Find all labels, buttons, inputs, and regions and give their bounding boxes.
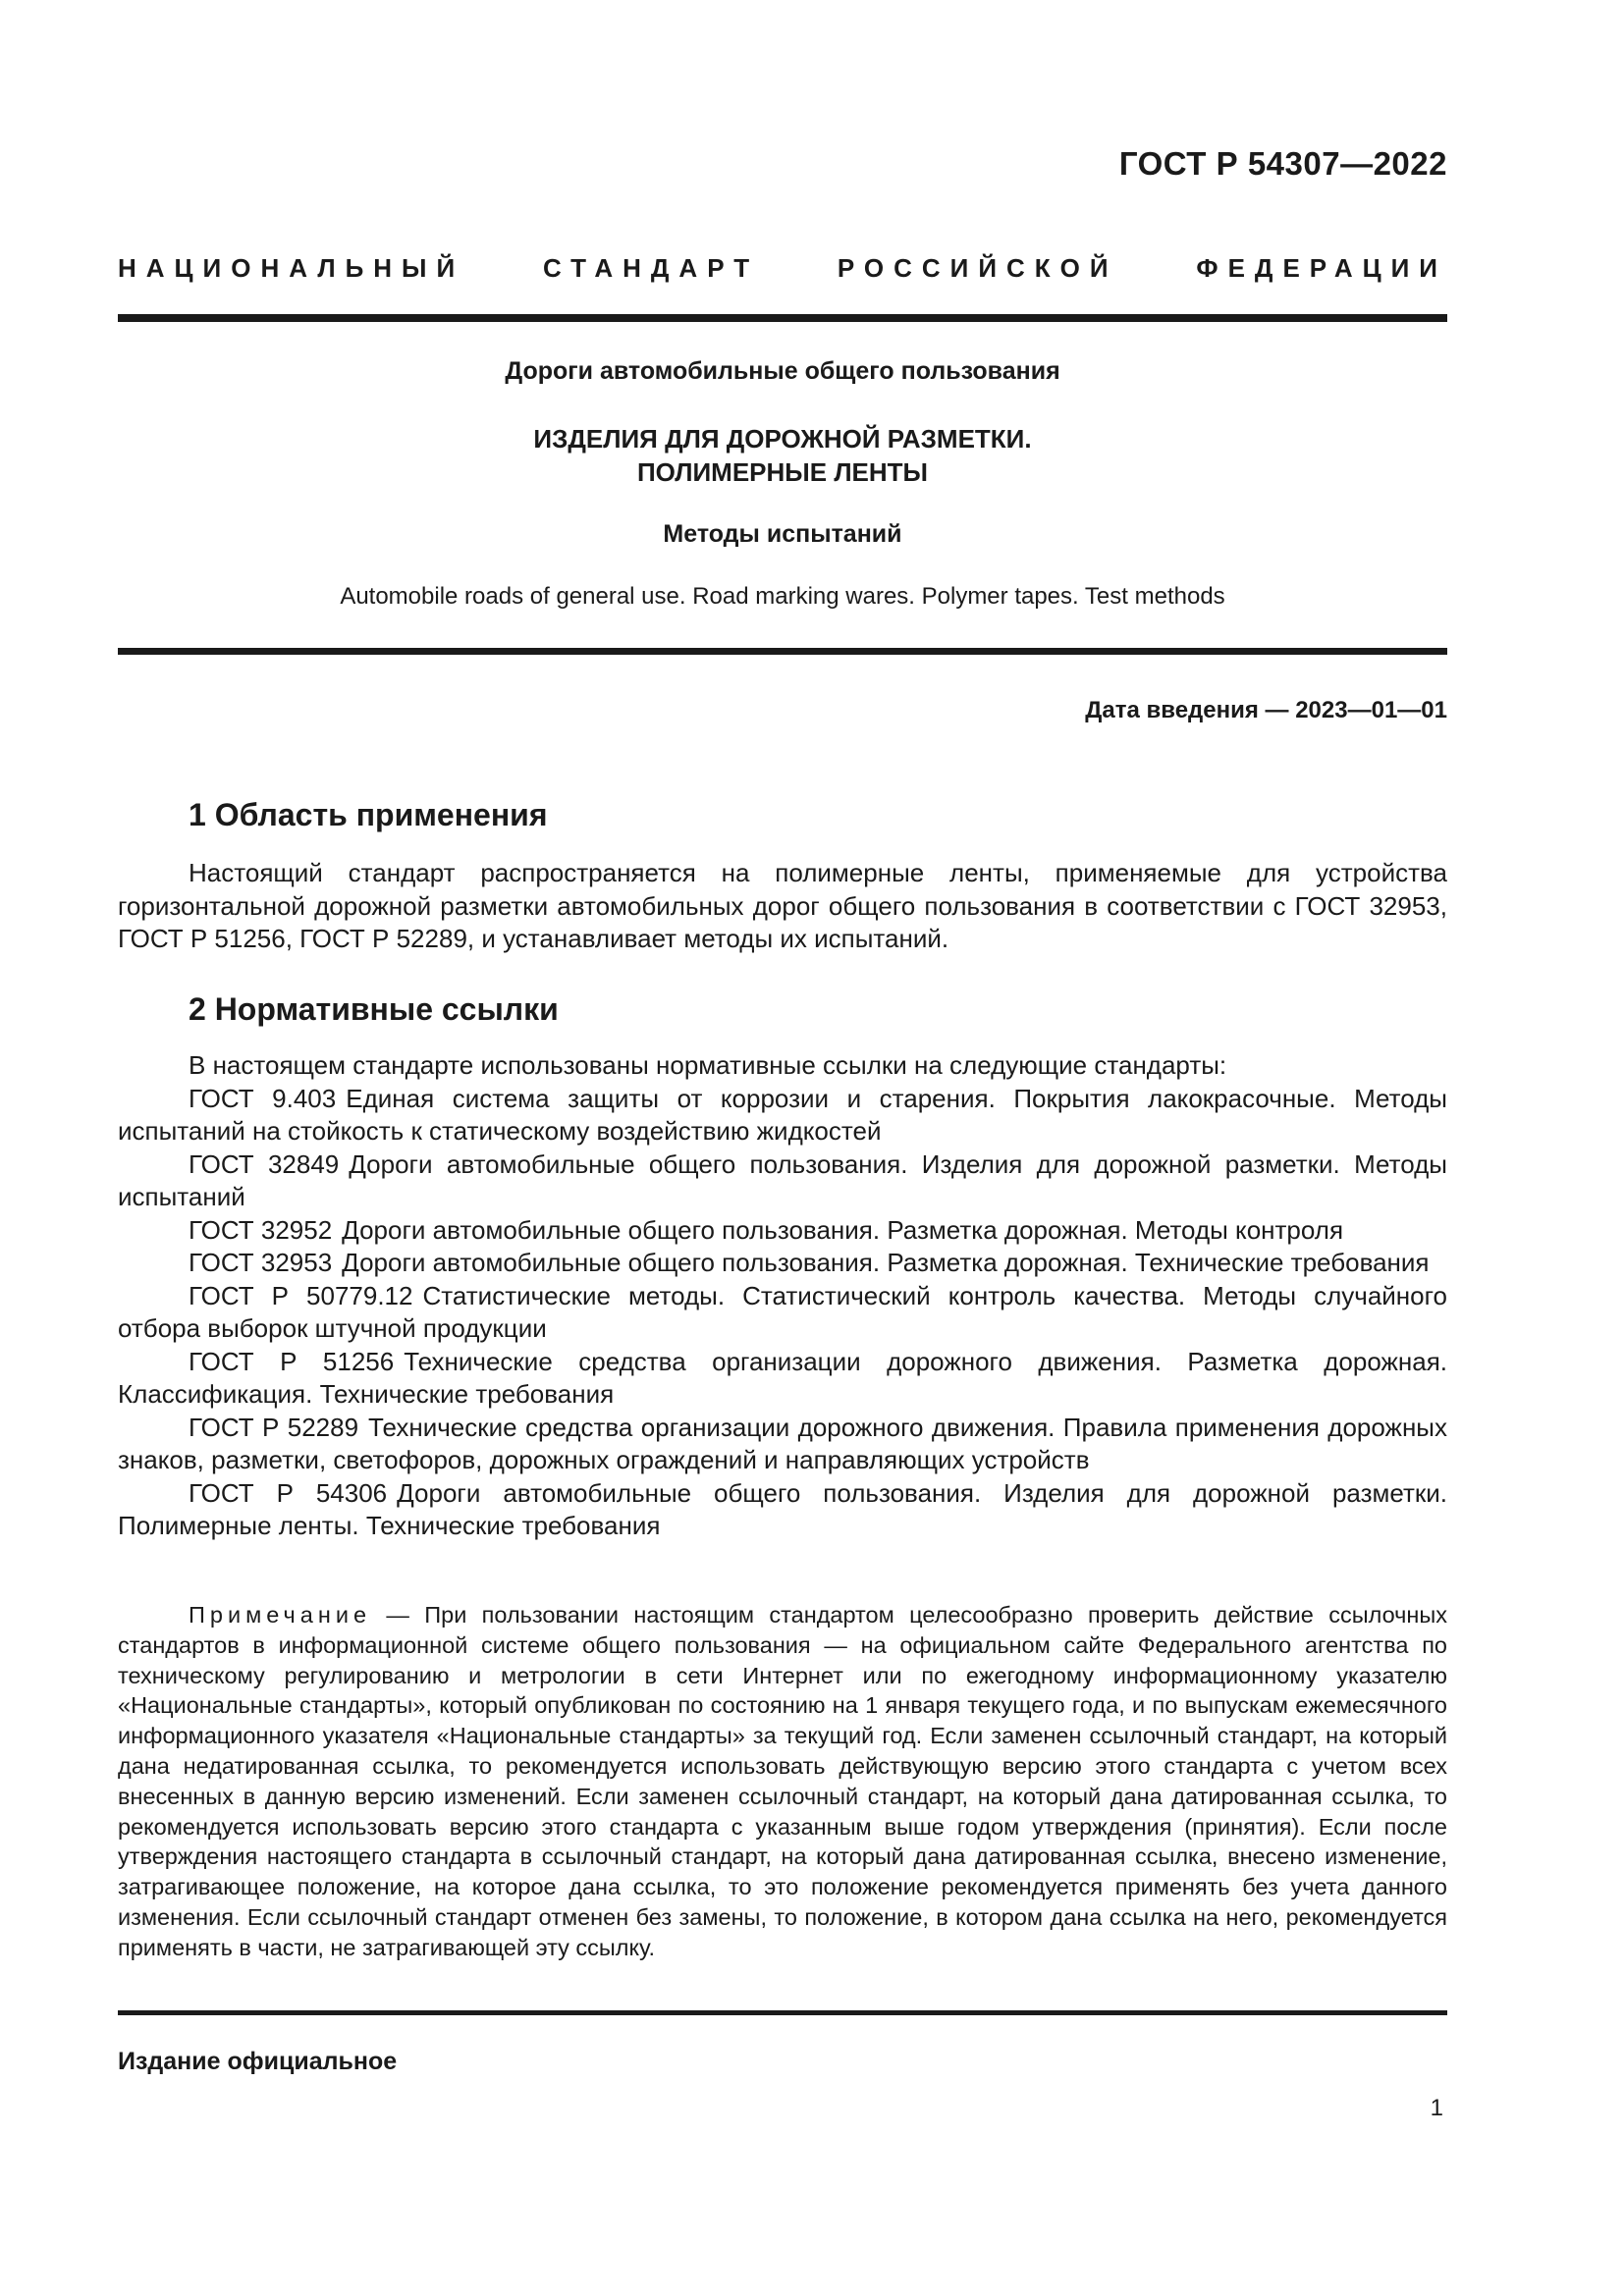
english-title: Automobile roads of general use. Road marking wares. Polymer tapes. Test methods [340,583,1225,610]
reference-item [118,1477,1447,1543]
note-label: Примечание [189,1602,372,1628]
reference-item [118,1083,1447,1148]
reference-code: ГОСТ 32952 [189,1214,333,1245]
reference-item [118,1346,1447,1412]
main-title-line-1: ИЗДЕЛИЯ ДЛЯ ДОРОЖНОЙ РАЗМЕТКИ. [533,424,1032,454]
domain-title: Дороги автомобильные общего пользования [505,357,1060,385]
top-rule [118,314,1447,322]
footer-rule [118,2010,1447,2015]
reference-code: ГОСТ 9.403 [189,1083,337,1113]
note-block [118,1600,1447,1963]
reference-item [118,1247,1447,1280]
reference-title: Дороги автомобильные общего пользования. Разметка дорожная. Технические требования [342,1248,1430,1277]
subtitle: Методы испытаний [663,520,902,548]
reference-code: ГОСТ Р 52289 [189,1412,359,1442]
main-title-line-2: ПОЛИМЕРНЫЕ ЛЕНТЫ [636,457,929,487]
reference-code: ГОСТ Р 51256 [189,1346,395,1376]
reference-item [118,1214,1447,1248]
reference-code: ГОСТ Р 54306 [189,1477,388,1508]
section-normative-references [118,991,1447,1543]
reference-title: Технические средства организации дорожного движения. Правила применения дорожных знаков, разметки, светофоров, дорожных ограждений и направляющих устройств [118,1412,1447,1474]
reference-title: Дороги автомобильные общего пользования. Изделия для дорожной разметки. Полимерные ленты. Технические требования [118,1477,1447,1540]
reference-item [118,1280,1447,1346]
section-heading: 2 Нормативные ссылки [189,991,559,1027]
national-standard-banner: НАЦИОНАЛЬНЫЙ СТАНДАРТ РОССИЙСКОЙ ФЕДЕРАЦИИ [118,253,1447,283]
reference-item [118,1412,1447,1477]
introduction-date: Дата введения — 2023—01—01 [1085,697,1447,723]
references-lead: В настоящем стандарте использованы нормативные ссылки на следующие стандарты: [189,1050,1227,1080]
section-heading: 1 Область применения [189,797,548,832]
reference-item [118,1148,1447,1214]
main-title [118,422,1447,489]
title-block-rule [118,648,1447,655]
note-text: — При пользовании настоящим стандартом целесообразно проверить действие ссылочных стандартов в информационной системе общего пользования — на официальном сайте Федерального агентства по техническому регулированию и метрологии в сети Интернет или по ежегодному информационному указателю «Национальные стандарты», который опубликован по состоянию на 1 января текущего года, и по выпускам ежемесячного информационного указателя «Национальные стандарты» за текущий год. Если заменен ссылочный стандарт, на который дана недатированная ссылка, то рекомендуется использовать действующую версию этого стандарта с учетом всех внесенных в данную версию изменений. Если заменен ссылочный стандарт, на который дана датированная ссылка, то рекомендуется использовать версию этого стандарта с указанным выше годом утверждения (принятия). Если после утверждения настоящего стандарта в ссылочный стандарт, на который дана датированная ссылка, внесено изменение, затрагивающее положение, на которое дана ссылка, то это положение рекомендуется применять без учета данного изменения. Если ссылочный стандарт отменен без замены, то положение, в котором дана ссылка на него, рекомендуется применять в части, не затрагивающей эту ссылку. [118,1602,1448,1960]
standard-code: ГОСТ Р 54307—2022 [1118,145,1447,182]
reference-list [118,1083,1447,1543]
reference-code: ГОСТ Р 50779.12 [189,1280,413,1310]
reference-code: ГОСТ 32953 [189,1248,333,1277]
page-number: 1 [1430,2095,1443,2121]
section-scope [118,797,1447,956]
reference-title: Технические средства организации дорожного движения. Разметка дорожная. Классификация. Технические требования [118,1346,1447,1409]
reference-title: Статистические методы. Статистический контроль качества. Методы случайного отбора выборок штучной продукции [118,1280,1447,1343]
reference-title: Единая система защиты от коррозии и старения. Покрытия лакокрасочные. Методы испытаний на стойкость к статическому воздействию жидкостей [118,1083,1447,1146]
section-paragraph: Настоящий стандарт распространяется на полимерные ленты, применяемые для устройства горизонтальной дорожной разметки автомобильных дорог общего пользования в соответствии с ГОСТ 32953, ГОСТ Р 51256, ГОСТ Р 52289, и устанавливает методы их испытаний. [118,858,1447,953]
reference-code: ГОСТ 32849 [189,1148,340,1179]
reference-title: Дороги автомобильные общего пользования. Изделия для дорожной разметки. Методы испытаний [118,1148,1447,1211]
reference-title: Дороги автомобильные общего пользования. Разметка дорожная. Методы контроля [342,1214,1344,1245]
edition-label: Издание официальное [118,2048,398,2075]
